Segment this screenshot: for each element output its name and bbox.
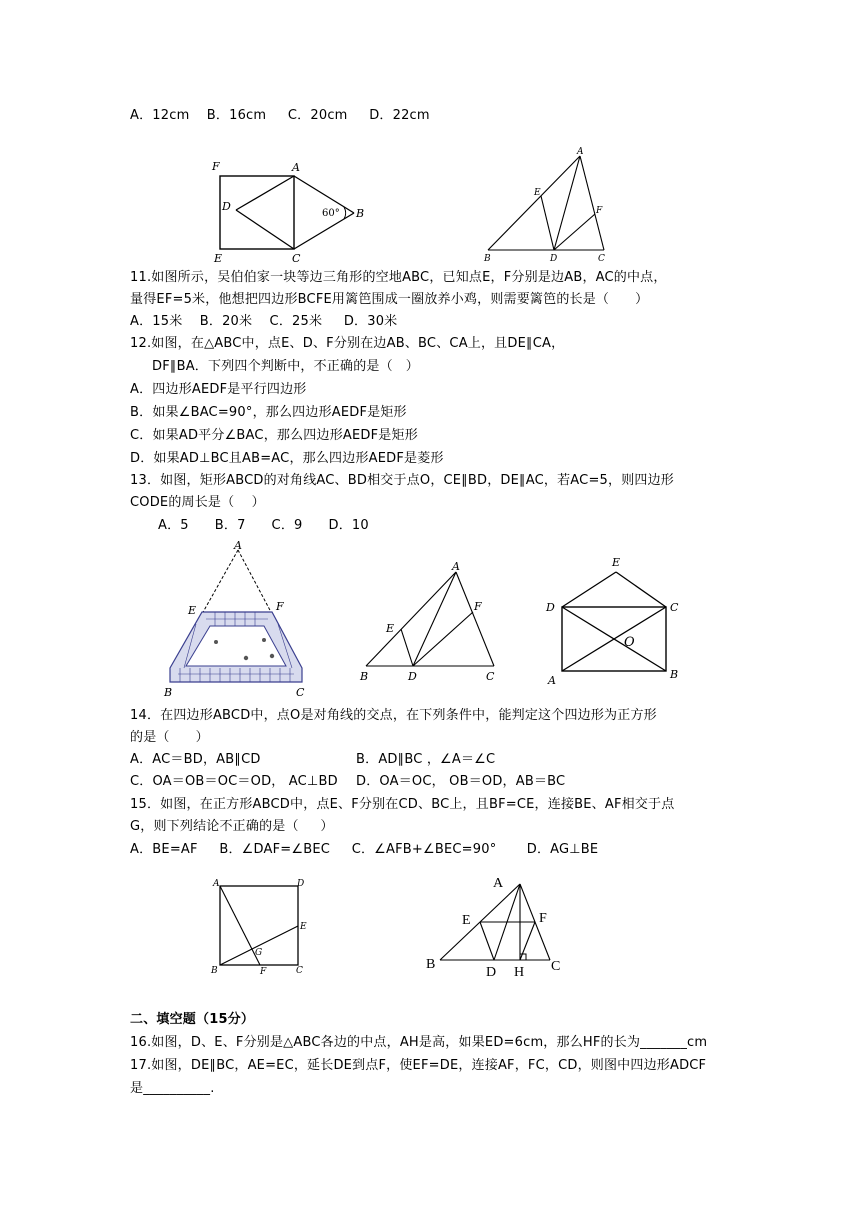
fig5-label-C: C — [670, 601, 679, 614]
fig4-label-F: F — [474, 600, 482, 613]
fig4-label-D: D — [408, 670, 417, 683]
figure-square-triangle — [208, 158, 368, 268]
fig1-label-E: E — [214, 252, 223, 265]
figure-rectangle-code — [540, 550, 690, 690]
fig5-label-D: D — [546, 601, 555, 614]
fig1-label-F: F — [212, 160, 220, 173]
fig2-label-E: E — [534, 188, 541, 198]
q17-line2: 是__________. — [130, 1081, 215, 1096]
fig2-label-B: B — [484, 254, 491, 264]
q14-option-d: D．OA＝OC， OB＝OD，AB＝BC — [356, 774, 566, 789]
fig3-label-E: E — [188, 604, 197, 617]
q17-line1: 17.如图，DE∥BC，AE=EC，延长DE到点F，使EF=DE，连接AF，FC，CD，则图中四边形ADCF — [130, 1058, 707, 1073]
fig5-label-E: E — [612, 556, 621, 569]
q11-line1: 11.如图所示，吴伯伯家一块等边三角形的空地ABC，已知点E，F分别是边AB，AC的中点， — [130, 270, 667, 285]
q15-line1: 15．如图，在正方形ABCD中，点E、F分别在CD、BC上，且BF=CE，连接BE、AF相交于点 — [130, 797, 675, 812]
fig3-label-B: B — [164, 686, 173, 699]
figure-fence-trapezoid — [160, 538, 320, 700]
fig7-label-D: D — [486, 965, 497, 980]
q12-line2: DF∥BA．下列四个判断中，不正确的是（ ） — [152, 359, 419, 374]
figure-triangle-midpoints-height — [424, 872, 574, 982]
fig2-label-C: C — [598, 254, 605, 264]
q14-option-a: A．AC＝BD，AB∥CD — [130, 752, 261, 767]
q16-line: 16.如图，D、E、F分别是△ABC各边的中点，AH是高，如果ED=6cm，那么HF的长为_______cm — [130, 1035, 708, 1050]
q14-option-b: B．AD∥BC ，∠A＝∠C — [356, 752, 496, 767]
fig2-label-A: A — [577, 147, 584, 157]
fig6-label-F: F — [260, 967, 267, 977]
q13-line2: CODE的周长是（ ） — [130, 495, 265, 510]
fig7-label-C: C — [551, 959, 561, 974]
fig2-label-F: F — [596, 206, 603, 216]
figure-square-abcd-g — [206, 874, 318, 980]
q11-line2: 量得EF=5米，他想把四边形BCFE用篱笆围成一圈放养小鸡，则需要篱笆的长是（ ） — [130, 292, 649, 307]
q14-line1: 14．在四边形ABCD中，点O是对角线的交点，在下列条件中，能判定这个四边形为正方形 — [130, 708, 657, 723]
fig5-label-A: A — [548, 674, 556, 687]
q12-option-b: B．如果∠BAC=90°，那么四边形AEDF是矩形 — [130, 405, 407, 420]
fig2-label-D: D — [550, 254, 558, 264]
fig6-label-A: A — [213, 879, 220, 889]
fig7-label-B: B — [426, 957, 436, 972]
q13-options: A．5 B．7 C．9 D．10 — [158, 518, 369, 533]
fig5-label-O: O — [624, 635, 635, 650]
fig6-label-E: E — [300, 922, 307, 932]
q12-option-a: A．四边形AEDF是平行四边形 — [130, 382, 307, 397]
fig3-label-F: F — [276, 600, 284, 613]
fig3-label-A: A — [234, 539, 242, 552]
fig4-label-A: A — [452, 560, 460, 573]
q15-options: A．BE=AF B．∠DAF=∠BEC C．∠AFB+∠BEC=90° D．AG⊥BE — [130, 842, 599, 857]
q10-options: A．12cm B．16cm C．20cm D．22cm — [130, 108, 430, 123]
fig4-label-E: E — [386, 622, 395, 635]
fig6-label-B: B — [211, 966, 218, 976]
fig6-label-G: G — [255, 948, 263, 958]
fig7-label-A: A — [493, 876, 504, 891]
q15-line2: G，则下列结论不正确的是（ ） — [130, 819, 334, 834]
fig1-label-A: A — [292, 161, 300, 174]
fig1-angle-label: 60° — [322, 208, 340, 219]
fig6-label-C: C — [296, 966, 303, 976]
fig1-label-B: B — [356, 207, 365, 220]
section-fill-in-title: 二、填空题（15分） — [130, 1012, 255, 1027]
q14-line2: 的是（ ） — [130, 730, 209, 745]
fig5-label-B: B — [670, 668, 679, 681]
q14-option-c: C．OA＝OB＝OC＝OD， AC⊥BD — [130, 774, 338, 789]
fig4-label-C: C — [486, 670, 495, 683]
fig3-label-C: C — [296, 686, 305, 699]
fig4-label-B: B — [360, 670, 369, 683]
fig7-label-E: E — [462, 913, 471, 928]
q11-options: A．15米 B．20米 C．25米 D．30米 — [130, 314, 398, 329]
fig6-label-D: D — [297, 879, 305, 889]
fig7-label-H: H — [514, 965, 525, 980]
q12-option-d: D．如果AD⊥BC且AB=AC，那么四边形AEDF是菱形 — [130, 451, 444, 466]
figure-triangle-aedf — [356, 556, 506, 688]
fig7-label-F: F — [539, 911, 547, 926]
figure-triangle-aedf-small — [478, 146, 618, 264]
q12-line1: 12.如图，在△ABC中，点E、D、F分别在边AB、BC、CA上，且DE∥CA， — [130, 336, 565, 351]
fig1-label-D: D — [222, 200, 231, 213]
fig1-label-C: C — [292, 252, 301, 265]
q13-line1: 13．如图，矩形ABCD的对角线AC、BD相交于点O，CE∥BD，DE∥AC，若AC=5，则四边形 — [130, 473, 675, 488]
q12-option-c: C．如果AD平分∠BAC，那么四边形AEDF是矩形 — [130, 428, 418, 443]
